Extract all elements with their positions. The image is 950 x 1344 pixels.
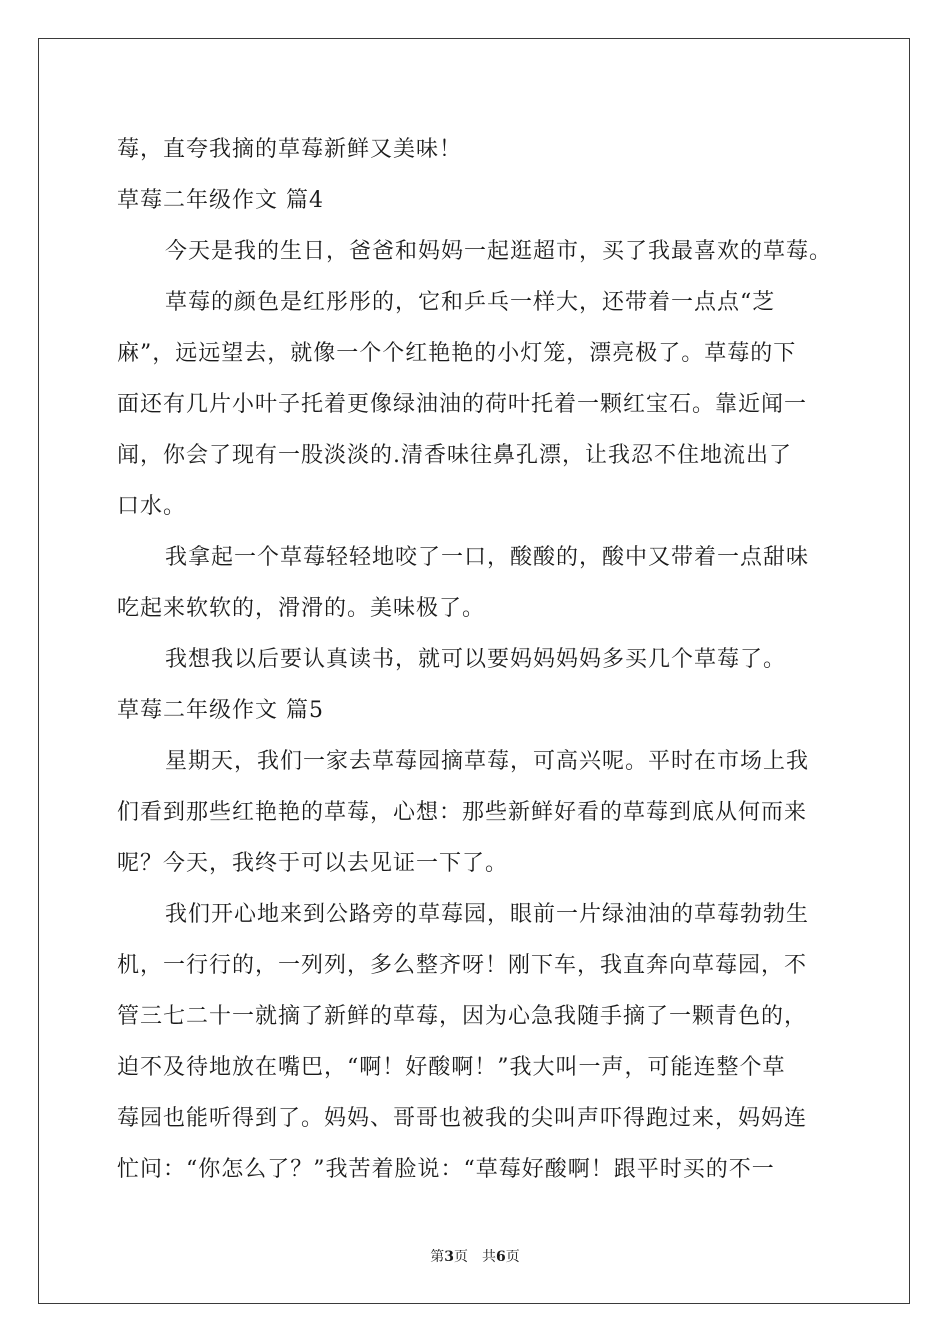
text-line-18: 管三七二十一就摘了新鲜的草莓，因为心急我随手摘了一颗青色的， xyxy=(117,1004,808,1029)
text-line-4: 草莓的颜色是红彤彤的，它和乒乓一样大，还带着一点点“芝 xyxy=(165,290,776,315)
footer-middle: 页 共 xyxy=(454,1249,496,1265)
document-body xyxy=(117,124,857,1195)
text-line-21: 忙问：“你怎么了？”我苦着脸说：“草莓好酸啊！跟平时买的不一 xyxy=(117,1157,775,1182)
footer-suffix: 页 xyxy=(505,1249,520,1265)
footer-total-pages: 6 xyxy=(496,1249,506,1265)
section-heading-4: 草莓二年级作文 篇4 xyxy=(117,188,324,213)
text-line-13: 星期天，我们一家去草莓园摘草莓，可高兴呢。平时在市场上我 xyxy=(165,749,810,774)
text-line-8: 口水。 xyxy=(117,494,187,519)
text-line-16: 我们开心地来到公路旁的草莓园，眼前一片绿油油的草莓勃勃生 xyxy=(165,902,810,927)
text-line-6: 面还有几片小叶子托着更像绿油油的荷叶托着一颗红宝石。靠近闻一 xyxy=(117,392,808,417)
text-line-10: 吃起来软软的，滑滑的。美味极了。 xyxy=(117,596,486,621)
text-line-7: 闻，你会了现有一股淡淡的.清香味往鼻孔漂，让我忍不住地流出了 xyxy=(117,443,792,468)
page-footer xyxy=(0,1246,950,1266)
text-line-20: 莓园也能听得到了。妈妈、哥哥也被我的尖叫声吓得跑过来，妈妈连 xyxy=(117,1106,808,1131)
text-line-3: 今天是我的生日，爸爸和妈妈一起逛超市，买了我最喜欢的草莓。 xyxy=(165,239,833,264)
text-line-9: 我拿起一个草莓轻轻地咬了一口，酸酸的，酸中又带着一点甜味 xyxy=(165,545,810,570)
text-line-1: 莓，直夸我摘的草莓新鲜又美味！ xyxy=(117,137,463,162)
text-line-17: 机，一行行的，一列列，多么整齐呀！刚下车，我直奔向草莓园，不 xyxy=(117,953,808,978)
text-line-5: 麻”，远远望去，就像一个个红艳艳的小灯笼，漂亮极了。草莓的下 xyxy=(117,341,797,366)
text-line-15: 呢？今天，我终于可以去见证一下了。 xyxy=(117,851,509,876)
footer-prefix: 第 xyxy=(430,1249,445,1265)
text-line-14: 们看到那些红艳艳的草莓，心想：那些新鲜好看的草莓到底从何而来 xyxy=(117,800,808,825)
text-line-19: 迫不及待地放在嘴巴，“啊！好酸啊！”我大叫一声，可能连整个草 xyxy=(117,1055,786,1080)
text-line-11: 我想我以后要认真读书，就可以要妈妈妈妈多买几个草莓了。 xyxy=(165,647,787,672)
footer-current-page: 3 xyxy=(444,1249,454,1265)
section-heading-5: 草莓二年级作文 篇5 xyxy=(117,698,324,723)
